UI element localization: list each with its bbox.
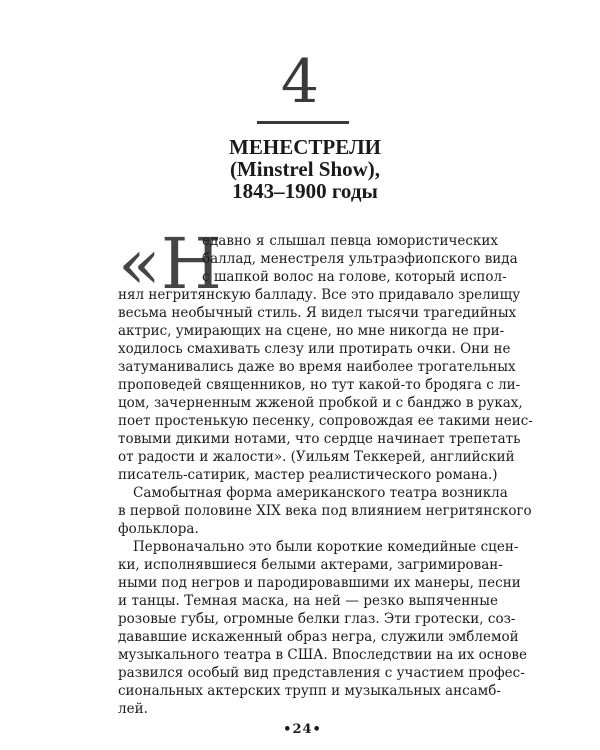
body-line: ки, исполнявшиеся белыми актерами, загримирован- — [118, 557, 503, 573]
chapter-title — [0, 136, 600, 202]
page-number: •24• — [283, 722, 322, 737]
body-line: ходилось смахивать слезу или протирать очки. Они не — [118, 341, 511, 357]
body-line: с шапкой волос на голове, который испол- — [202, 269, 507, 285]
body-line: поет простенькую песенку, сопровождая ее такими неис- — [118, 413, 533, 429]
chapter-number: 4 — [280, 47, 320, 117]
body-line: от радости и жалости». (Уильям Теккерей, английский — [118, 449, 515, 465]
body-line: нял негритянскую балладу. Все это придавало зрелищу — [118, 287, 521, 303]
body-line: ными под негров и пародировавшими их манеры, песни — [118, 575, 521, 591]
body-line: в первой половине XIX века под влиянием негритянского — [118, 503, 532, 519]
body-line: затуманивались даже во время наиболее трогательных — [118, 359, 516, 375]
chapter-title-line: МЕНЕСТРЕЛИ — [229, 135, 381, 159]
drop-cap-quote: « — [118, 223, 161, 305]
body-line: Первоначально это были короткие комедийные сцен- — [133, 539, 519, 555]
body-line: развился особый вид представления с участием профес- — [118, 665, 525, 681]
body-line: товыми дикими нотами, что сердце начинает трепетать — [118, 431, 521, 447]
chapter-title-line: 1843–1900 годы — [232, 179, 378, 203]
body-line: музыкального театра в США. Впоследствии на их основе — [118, 647, 528, 663]
body-line: фольклора. — [118, 521, 199, 537]
body-line: проповедей священников, но тут какой-то бродяга с ли- — [118, 377, 521, 393]
body-line: сиональных актерских трупп и музыкальных ансамб- — [118, 683, 501, 699]
body-line: и танцы. Темная маска, на ней — резко выпяченные — [118, 593, 498, 609]
body-line: лей. — [118, 701, 148, 717]
body-line: весьма необычный стиль. Я видел тысячи трагедийных — [118, 305, 517, 321]
body-line: цом, зачерненным жженой пробкой и с банджо в руках, — [118, 395, 523, 411]
chapter-title-line: (Minstrel Show), — [229, 157, 381, 181]
drop-cap-letter: Н — [160, 223, 222, 305]
body-line: Самобытная форма американского театра возникла — [133, 485, 508, 501]
body-line: едавно я слышал певца юмористических — [202, 233, 498, 249]
chapter-rule — [257, 121, 349, 124]
body-line: актрис, умирающих на сцене, но мне никогда не при- — [118, 323, 505, 339]
body-line: баллад, менестреля ультраэфиопского вида — [202, 251, 518, 267]
body-line: дававшие искаженный образ негра, служили эмблемой — [118, 629, 519, 645]
body-line: розовые губы, огромные белки глаз. Эти гротески, соз- — [118, 611, 516, 627]
body-line: писатель-сатирик, мастер реалистического романа.) — [118, 467, 498, 483]
